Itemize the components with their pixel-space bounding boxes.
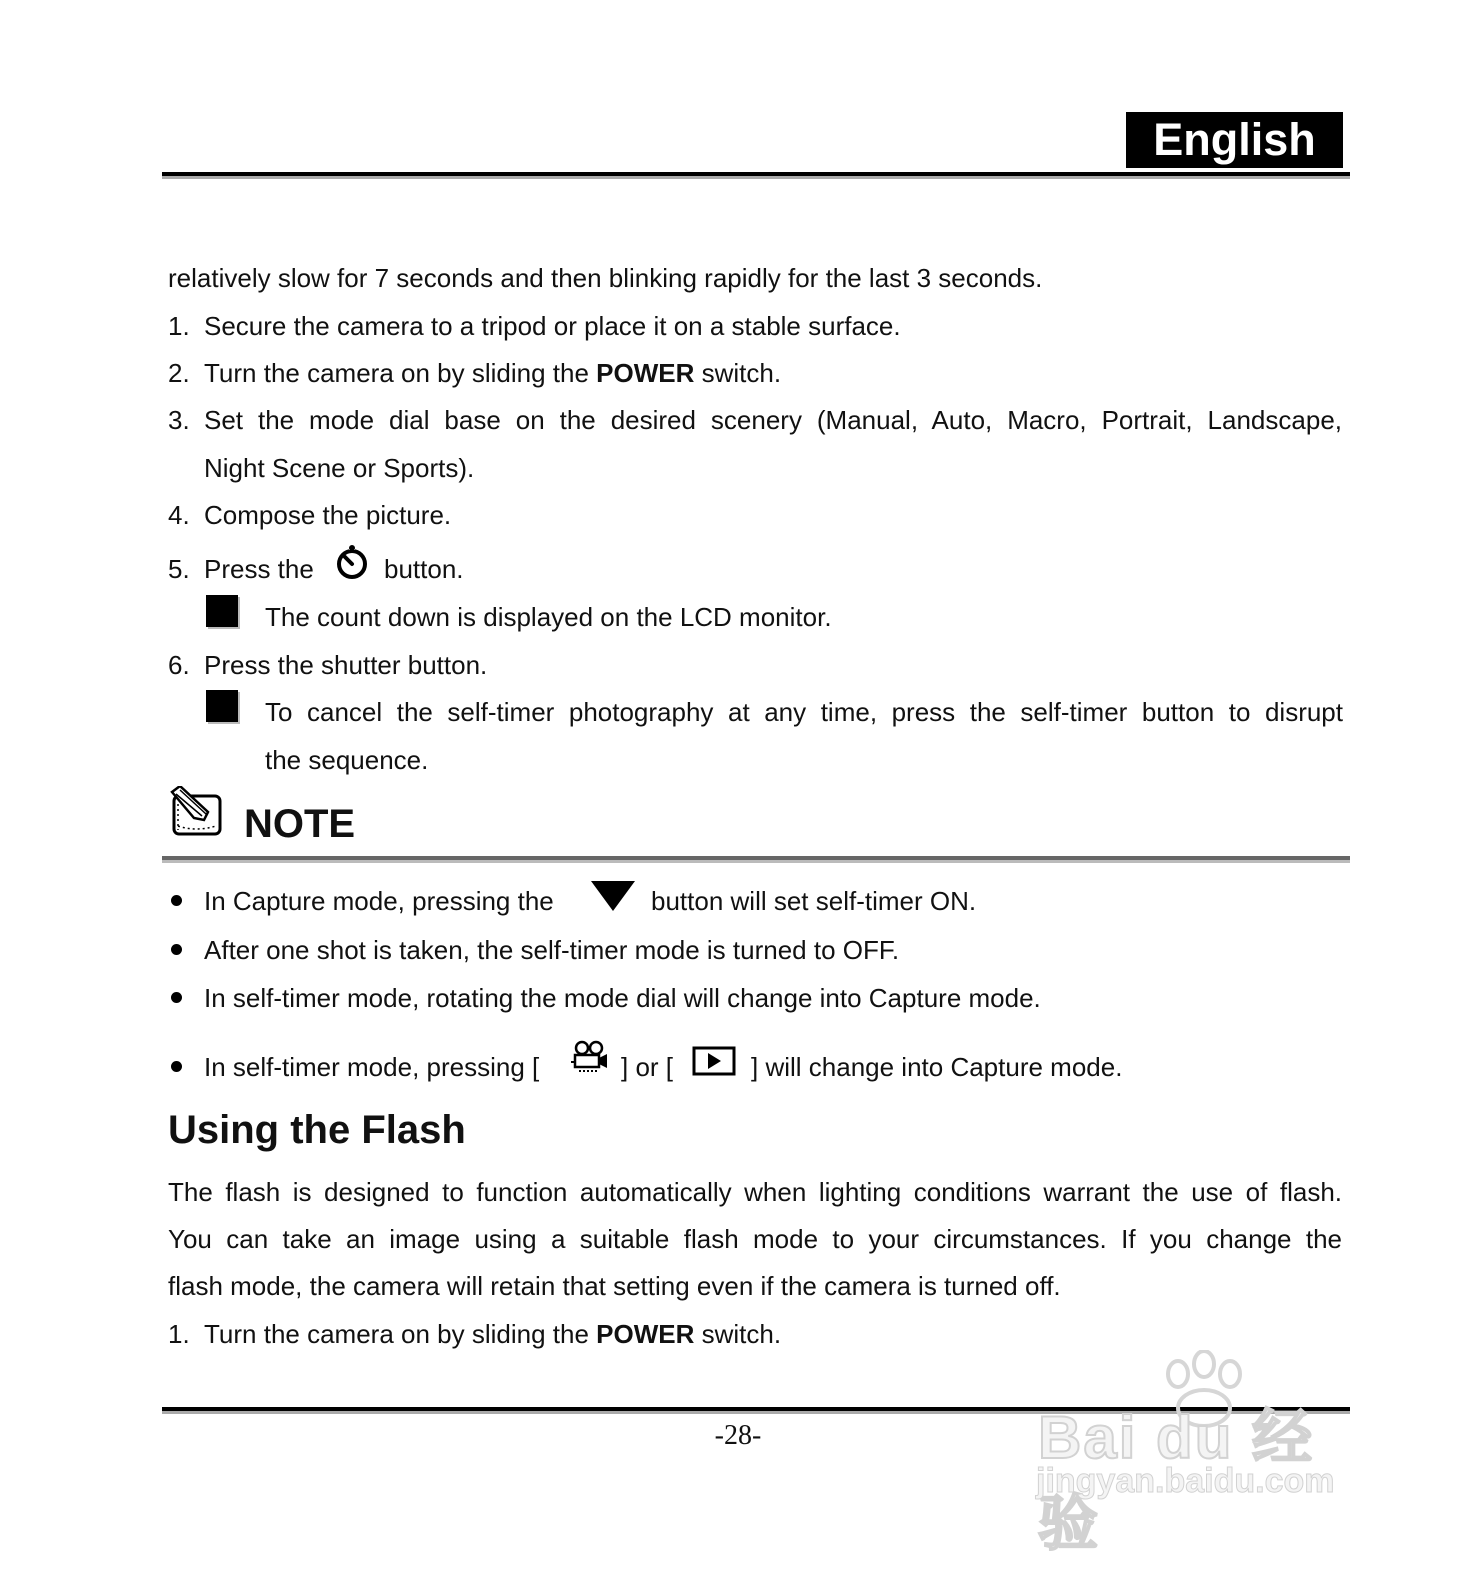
flash-step-1-pre: Turn the camera on by sliding the	[204, 1319, 597, 1349]
note-bullet-1-post: button will set self-timer ON.	[651, 886, 977, 916]
step-3-number: 3.	[168, 405, 190, 435]
bullet-dot	[171, 992, 182, 1003]
sub-note-1-text: The count down is displayed on the LCD monitor.	[265, 602, 832, 632]
step-5-number: 5.	[168, 554, 190, 584]
note-bullet-3-text: In self-timer mode, rotating the mode dial will change into Capture mode.	[204, 983, 1041, 1013]
language-badge: English	[1126, 112, 1343, 168]
sub-note-2-line-2: the sequence.	[265, 745, 429, 775]
step-6-number: 6.	[168, 650, 190, 680]
self-timer-icon	[334, 543, 370, 581]
bullet-dot	[171, 1061, 182, 1072]
step-2-post: switch.	[694, 358, 782, 388]
note-title: NOTE	[244, 802, 356, 846]
square-bullet-icon	[206, 690, 238, 722]
step-4-number: 4.	[168, 500, 190, 530]
bullet-dot	[171, 895, 182, 906]
step-3-line-2: Night Scene or Sports).	[204, 453, 475, 483]
step-2-number: 2.	[168, 358, 190, 388]
note-pencil-icon	[168, 786, 224, 838]
bullet-dot	[171, 944, 182, 955]
square-bullet-icon	[206, 595, 238, 627]
section-heading: Using the Flash	[168, 1108, 466, 1152]
intro-text: relatively slow for 7 seconds and then blinking rapidly for the last 3 seconds.	[168, 263, 1043, 293]
step-5-post: button.	[384, 554, 464, 584]
page-number: -28-	[714, 1420, 762, 1451]
step-5-pre: Press the	[204, 554, 314, 584]
sub-note-2-line-1: To cancel the self-timer photography at any time, press the self-timer button to disrupt	[265, 697, 1343, 727]
step-3-line-1: Set the mode dial base on the desired scenery (Manual, Auto, Macro, Portrait, Landscape,	[204, 405, 1342, 435]
header-rule	[162, 172, 1350, 179]
note-bullet-2-text: After one shot is taken, the self-timer mode is turned to OFF.	[204, 935, 900, 965]
flash-step-1-text	[204, 1318, 781, 1350]
flash-step-1-number: 1.	[168, 1319, 190, 1349]
step-2-text	[204, 357, 781, 389]
flash-paragraph-line-2: You can take an image using a suitable flash mode to your circumstances. If you change the	[168, 1224, 1342, 1254]
note-bullet-4-post: ] will change into Capture mode.	[751, 1052, 1123, 1082]
note-bullet-4-pre: In self-timer mode, pressing [	[204, 1052, 540, 1082]
step-1-text: Secure the camera to a tripod or place it on a stable surface.	[204, 311, 901, 341]
power-label: POWER	[596, 1319, 695, 1349]
watermark-url: jingyan.baidu.com	[1036, 1462, 1335, 1500]
watermark-main-text: Bai du 经验	[1038, 1404, 1315, 1557]
flash-paragraph-line-3: flash mode, the camera will retain that setting even if the camera is turned off.	[168, 1271, 1061, 1301]
baidu-watermark	[1030, 1350, 1375, 1557]
step-6-text: Press the shutter button.	[204, 650, 488, 680]
movie-camera-icon	[569, 1040, 609, 1074]
step-1-number: 1.	[168, 311, 190, 341]
flash-step-1-post: switch.	[694, 1319, 782, 1349]
power-label: POWER	[596, 358, 695, 388]
flash-paragraph-line-1: The flash is designed to function automatically when lighting conditions warrant the use of flash.	[168, 1177, 1342, 1207]
down-triangle-icon	[590, 880, 636, 912]
note-bullet-1-pre: In Capture mode, pressing the	[204, 886, 554, 916]
note-bullet-4-mid: ] or [	[621, 1052, 674, 1082]
playback-icon	[692, 1046, 736, 1078]
note-rule	[162, 856, 1350, 863]
step-2-pre: Turn the camera on by sliding the	[204, 358, 597, 388]
step-4-text: Compose the picture.	[204, 500, 452, 530]
